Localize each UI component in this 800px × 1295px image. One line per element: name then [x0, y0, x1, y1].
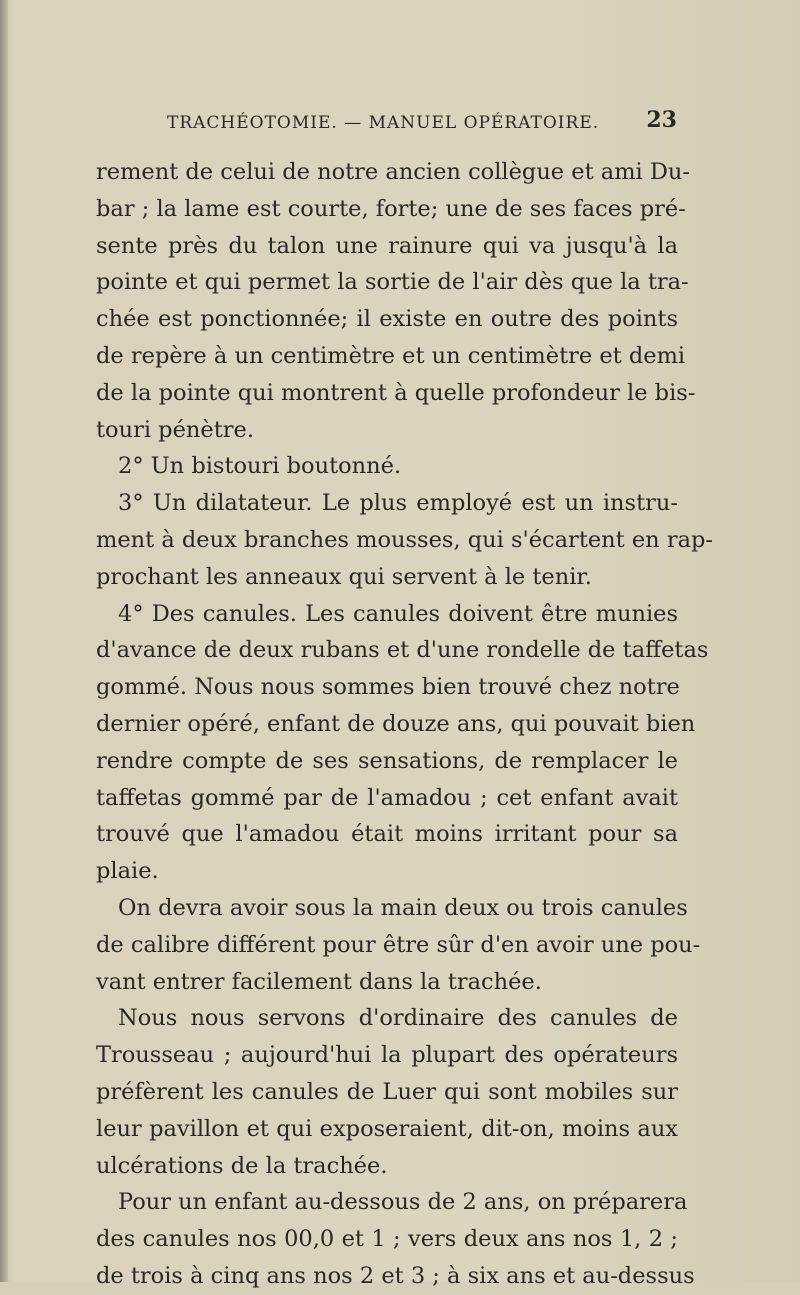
text-line: de calibre différent pour être sûr d'en avoir une pou-	[96, 931, 701, 958]
text-line: gommé. Nous nous sommes bien trouvé chez notre	[96, 674, 680, 701]
text-line: 2° Un bistouri boutonné.	[118, 453, 402, 480]
text-line: leur pavillon et qui exposeraient, dit-on, moins aux	[96, 1115, 678, 1142]
text-line: dernier opéré, enfant de douze ans, qui pouvait bien	[96, 710, 696, 737]
text-line: trouvé que l'amadou était moins irritant pour sa	[96, 821, 678, 848]
text-line: d'avance de deux rubans et d'une rondelle de taffetas	[96, 637, 709, 664]
text-line: pointe et qui permet la sortie de l'air dès que la tra-	[96, 269, 689, 296]
text-line: sente près du talon une rainure qui va jusqu'à la	[96, 232, 678, 259]
page-header	[167, 107, 677, 141]
text-line: des canules nos 00,0 et 1 ; vers deux ans nos 1, 2 ;	[96, 1226, 678, 1253]
page-spine-shadow	[0, 0, 8, 1282]
running-title: TRACHÉOTOMIE. — MANUEL OPÉRATOIRE.	[167, 113, 600, 133]
text-line: bar ; la lame est courte, forte; une de ses faces pré-	[96, 195, 686, 222]
page-number: 23	[646, 107, 677, 133]
text-line: touri pénètre.	[96, 416, 254, 443]
text-line: chée est ponctionnée; il existe en outre des points	[96, 306, 678, 333]
text-line: de la pointe qui montrent à quelle profondeur le bis-	[96, 379, 696, 406]
text-line: rendre compte de ses sensations, de remplacer le	[96, 747, 678, 774]
text-line: de repère à un centimètre et un centimètre et demi	[96, 342, 686, 369]
text-line: 3° Un dilatateur. Le plus employé est un instru-	[118, 490, 678, 517]
text-line: ment à deux branches mousses, qui s'écartent en rap-	[96, 526, 713, 553]
text-line: préfèrent les canules de Luer qui sont mobiles sur	[96, 1078, 678, 1105]
text-line: taffetas gommé par de l'amadou ; cet enfant avait	[96, 784, 678, 811]
text-line: Trousseau ; aujourd'hui la plupart des opérateurs	[96, 1042, 678, 1069]
text-line: ulcérations de la trachée.	[96, 1152, 388, 1179]
text-line: 4° Des canules. Les canules doivent être munies	[118, 600, 678, 627]
text-line: prochant les anneaux qui servent à le tenir.	[96, 563, 592, 590]
text-line: vant entrer facilement dans la trachée.	[96, 968, 542, 995]
text-line: de trois à cinq ans nos 2 et 3 ; à six ans et au-dessus	[96, 1262, 695, 1289]
body-text	[96, 154, 713, 1295]
text-line: rement de celui de notre ancien collègue et ami Du-	[96, 159, 691, 185]
text-line: Nous nous servons d'ordinaire des canules de	[118, 1005, 678, 1032]
text-line: plaie.	[96, 858, 159, 885]
text-line: Pour un enfant au-dessous de 2 ans, on préparera	[118, 1189, 688, 1216]
text-line: On devra avoir sous la main deux ou trois canules	[118, 894, 688, 921]
